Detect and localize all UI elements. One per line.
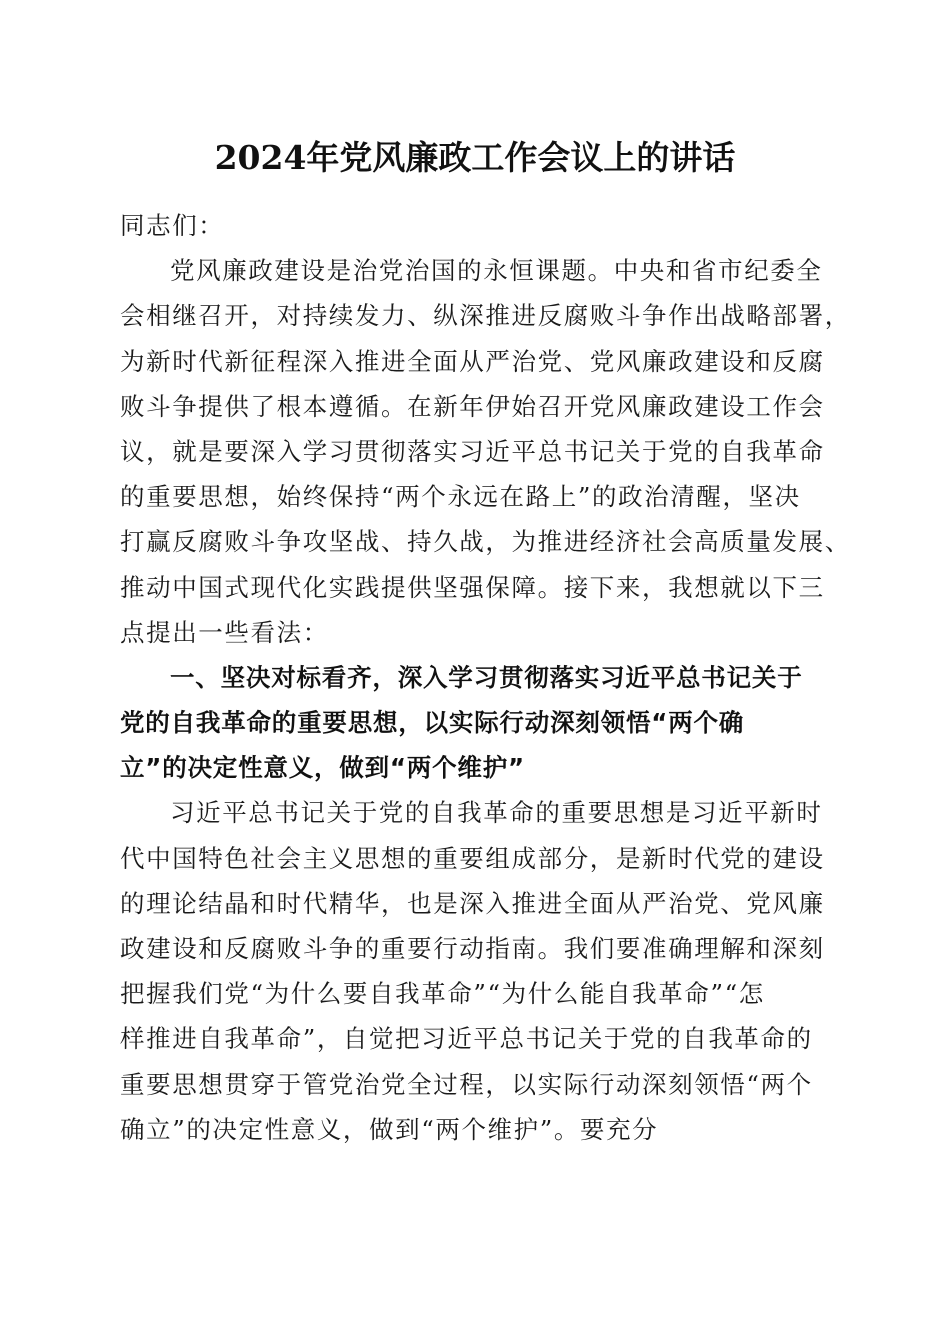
paragraph-line: 确立”的决定性意义，做到“两个维护”。要充分 (120, 1114, 659, 1144)
paragraph-line: 会相继召开，对持续发力、纵深推进反腐败斗争作出战略部署， (120, 301, 851, 331)
salutation: 同志们： (120, 211, 225, 240)
paragraph-line: 为新时代新征程深入推进全面从严治党、党风廉政建设和反腐 (120, 346, 825, 376)
paragraph-line: 把握我们党“为什么要自我革命”“为什么能自我革命”“怎 (120, 979, 765, 1009)
paragraph-line: 点提出一些看法： (120, 617, 329, 647)
paragraph-line: 的重要思想，始终保持“两个永远在路上”的政治清醒，坚决 (120, 482, 801, 512)
document-title: 2024年党风廉政工作会议上的讲话 (214, 138, 736, 177)
paragraph-intro (120, 248, 851, 655)
paragraph-line: 的理论结晶和时代精华，也是深入推进全面从严治党、党风廉 (120, 888, 825, 918)
section-heading-1 (120, 655, 830, 791)
heading-line: 一、坚决对标看齐，深入学习贯彻落实习近平总书记关于 (170, 662, 803, 692)
paragraph-line: 政建设和反腐败斗争的重要行动指南。我们要准确理解和深刻 (120, 934, 825, 963)
paragraph-line: 推动中国式现代化实践提供坚强保障。接下来，我想就以下三 (120, 572, 825, 602)
paragraph-section-1 (120, 790, 830, 1152)
document-body (120, 203, 851, 1152)
paragraph-line: 重要思想贯穿于管党治党全过程，以实际行动深刻领悟“两个 (120, 1069, 813, 1099)
paragraph-line: 败斗争提供了根本遵循。在新年伊始召开党风廉政建设工作会 (120, 391, 825, 421)
paragraph-line: 党风廉政建设是治党治国的永恒课题。中央和省市纪委全 (170, 256, 823, 286)
paragraph-line: 习近平总书记关于党的自我革命的重要思想是习近平新时 (170, 798, 823, 828)
paragraph-line: 打赢反腐败斗争攻坚战、持久战，为推进经济社会高质量发展、 (120, 527, 851, 557)
heading-line: 党的自我革命的重要思想，以实际行动深刻领悟“两个确 (120, 708, 745, 738)
paragraph-line: 议，就是要深入学习贯彻落实习近平总书记关于党的自我革命 (120, 436, 825, 466)
paragraph-line: 样推进自我革命”，自觉把习近平总书记关于党的自我革命的 (120, 1024, 813, 1054)
paragraph-line: 代中国特色社会主义思想的重要组成部分，是新时代党的建设 (120, 843, 825, 873)
heading-line: 立”的决定性意义，做到“两个维护” (120, 753, 525, 783)
